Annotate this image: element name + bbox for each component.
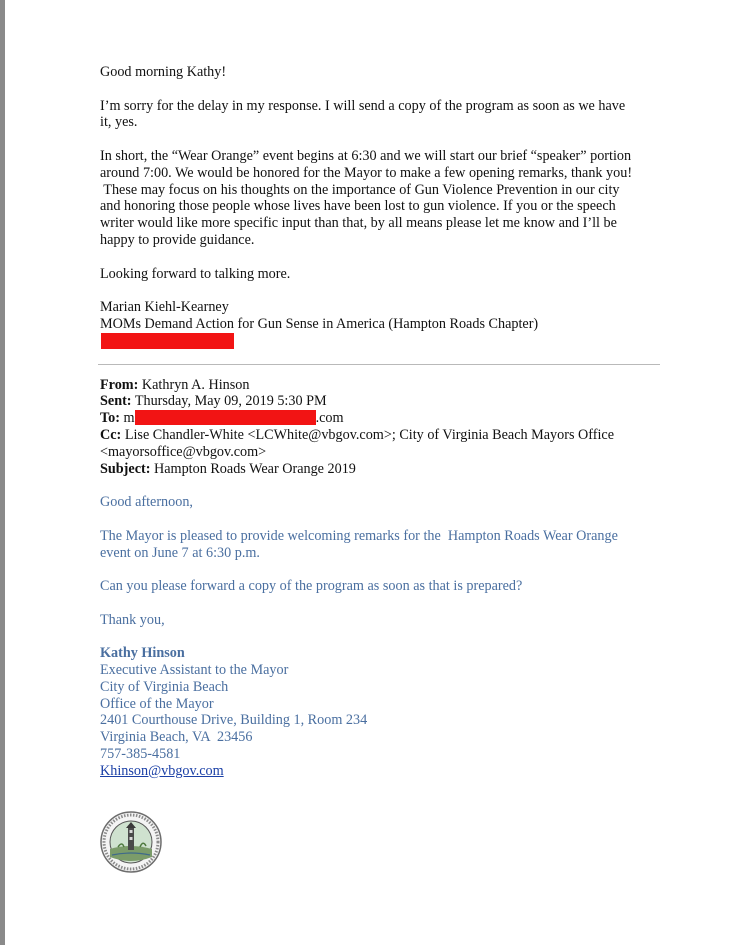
reply-p1-line: it, yes. xyxy=(100,114,138,131)
reply-greeting: Good morning Kathy! xyxy=(100,64,227,80)
original-p1-line: event on June 7 at 6:30 p.m. xyxy=(100,544,260,561)
reply-paragraph-1 xyxy=(100,98,680,132)
signature-org: City of Virginia Beach xyxy=(100,678,229,695)
original-paragraph-1 xyxy=(100,528,680,562)
signature-phone: 757-385-4581 xyxy=(100,746,181,763)
redaction-bar xyxy=(101,333,234,349)
subject-value: Hampton Roads Wear Orange 2019 xyxy=(150,460,356,477)
signature-office: Office of the Mayor xyxy=(100,695,214,712)
redaction-bar xyxy=(135,410,316,425)
reply-p1-line: I’m sorry for the delay in my response. I will send a copy of the program as soon as we have xyxy=(100,97,626,114)
reply-p2-line: around 7:00. We would be honored for the Mayor to make a few opening remarks, thank you! xyxy=(100,164,633,181)
cc-line xyxy=(100,427,680,444)
original-greeting: Good afternoon, xyxy=(100,494,193,511)
signature-address-1: 2401 Courthouse Drive, Building 1, Room 234 xyxy=(100,712,368,729)
original-paragraph-2: Can you please forward a copy of the program as soon as that is prepared? xyxy=(100,578,523,595)
kathy-signature xyxy=(100,645,680,779)
reply-paragraph-2 xyxy=(100,148,680,249)
sender-contact-redacted xyxy=(100,333,680,351)
email-separator xyxy=(98,364,660,365)
city-seal-icon xyxy=(100,811,162,873)
cc-label: Cc: xyxy=(100,426,122,443)
sent-value: Thursday, May 09, 2019 5:30 PM xyxy=(131,393,327,410)
sent-label: Sent: xyxy=(100,393,132,410)
subject-label: Subject: xyxy=(100,460,151,477)
to-suffix: .com xyxy=(315,410,344,427)
page-left-edge xyxy=(0,0,5,945)
signature-address-2: Virginia Beach, VA 23456 xyxy=(100,729,253,746)
to-label: To: xyxy=(100,410,120,427)
signature-title: Executive Assistant to the Mayor xyxy=(100,662,289,679)
sender-name: Marian Kiehl-Kearney xyxy=(100,299,229,316)
reply-signature xyxy=(100,299,680,350)
sender-org: MOMs Demand Action for Gun Sense in America (Hampton Roads Chapter) xyxy=(100,315,539,332)
to-line xyxy=(100,410,680,427)
reply-closing: Looking forward to talking more. xyxy=(100,265,291,282)
signature-email-link[interactable]: Khinson@vbgov.com xyxy=(100,762,224,779)
signature-email-line xyxy=(100,763,680,780)
original-thanks: Thank you, xyxy=(100,611,165,628)
reply-p2-line: In short, the “Wear Orange” event begins at 6:30 and we will start our brief “speaker” portion xyxy=(100,147,632,164)
to-prefix: m xyxy=(119,410,135,427)
from-label: From: xyxy=(100,376,139,393)
reply-p2-line: writer would like more specific input than that, by all means please let me know and I’ll be xyxy=(100,215,617,232)
cc-value: Lise Chandler-White <LCWhite@vbgov.com>; City of Virginia Beach Mayors Office xyxy=(121,426,615,443)
from-value: Kathryn A. Hinson xyxy=(138,376,250,393)
original-email-header xyxy=(100,377,680,478)
reply-p2-line: These may focus on his thoughts on the importance of Gun Violence Prevention in our city xyxy=(100,181,620,198)
signature-name: Kathy Hinson xyxy=(100,645,185,662)
email-document xyxy=(100,64,680,780)
reply-p2-line: happy to provide guidance. xyxy=(100,231,255,248)
sent-line xyxy=(100,393,680,410)
cc-line-continued: <mayorsoffice@vbgov.com> xyxy=(100,443,267,460)
subject-line xyxy=(100,461,680,478)
reply-p2-line: and honoring those people whose lives have been lost to gun violence. If you or the speech xyxy=(100,198,616,215)
from-line xyxy=(100,377,680,394)
original-p1-line: The Mayor is pleased to provide welcoming remarks for the Hampton Roads Wear Orange xyxy=(100,527,618,544)
